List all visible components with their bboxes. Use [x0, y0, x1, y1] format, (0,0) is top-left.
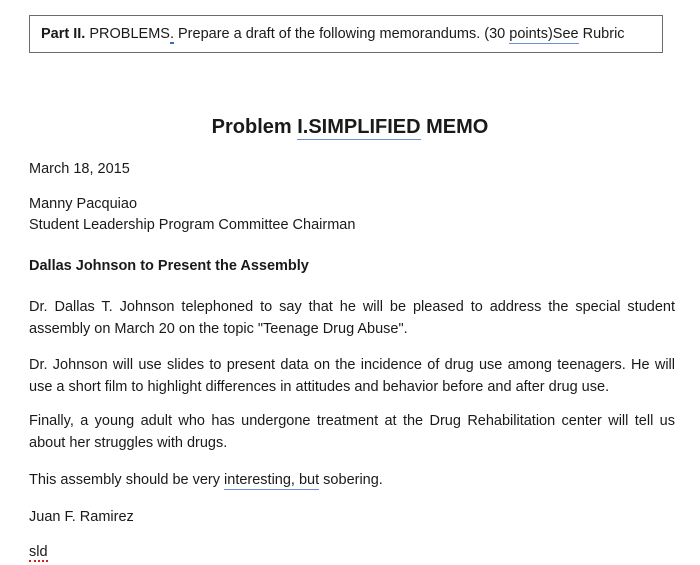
- see-word: See: [552, 26, 579, 42]
- instruction-text: Prepare a draft of the following memorandums. (30: [173, 26, 510, 42]
- recipient-name: Manny Pacquiao: [29, 196, 138, 212]
- memo-paragraph-2: Dr. Johnson will use slides to present data on the incidence of drug use among teenagers. He will use a short film to highlight differences in attitudes and behavior before and after drug use.: [29, 357, 675, 395]
- memo-date: March 18, 2015: [29, 161, 130, 177]
- points-word: points): [509, 26, 553, 42]
- memo-subject: Dallas Johnson to Present the Assembly: [29, 258, 309, 274]
- memo-sender: Juan F. Ramirez: [29, 509, 134, 525]
- memo-initials: [29, 542, 48, 563]
- instruction-box: [29, 15, 663, 53]
- closing-underlined: interesting, but: [224, 472, 320, 488]
- recipient-title: Student Leadership Program Committee Chairman: [29, 217, 356, 233]
- rubric-text: Rubric: [578, 26, 625, 42]
- initials-text: sld: [29, 544, 48, 560]
- page-title: [0, 115, 700, 139]
- part-label: Part II.: [41, 26, 86, 42]
- title-highlight: I.SIMPLIFIED: [297, 116, 421, 138]
- title-prefix: Problem: [211, 116, 298, 138]
- problems-punct: .: [169, 26, 174, 42]
- title-suffix: MEMO: [420, 116, 489, 138]
- closing-before: This assembly should be very: [29, 472, 225, 488]
- memo-paragraph-3: Finally, a young adult who has undergone treatment at the Drug Rehabilitation center will tell us about her struggles with drugs.: [29, 413, 675, 451]
- memo-closing: [29, 470, 383, 491]
- problems-word: PROBLEMS: [89, 26, 170, 42]
- memo-paragraph-1: Dr. Dallas T. Johnson telephoned to say that he will be pleased to address the special student assembly on March 20 on the topic "Teenage Drug Abuse".: [29, 299, 675, 337]
- closing-after: sobering.: [319, 472, 383, 488]
